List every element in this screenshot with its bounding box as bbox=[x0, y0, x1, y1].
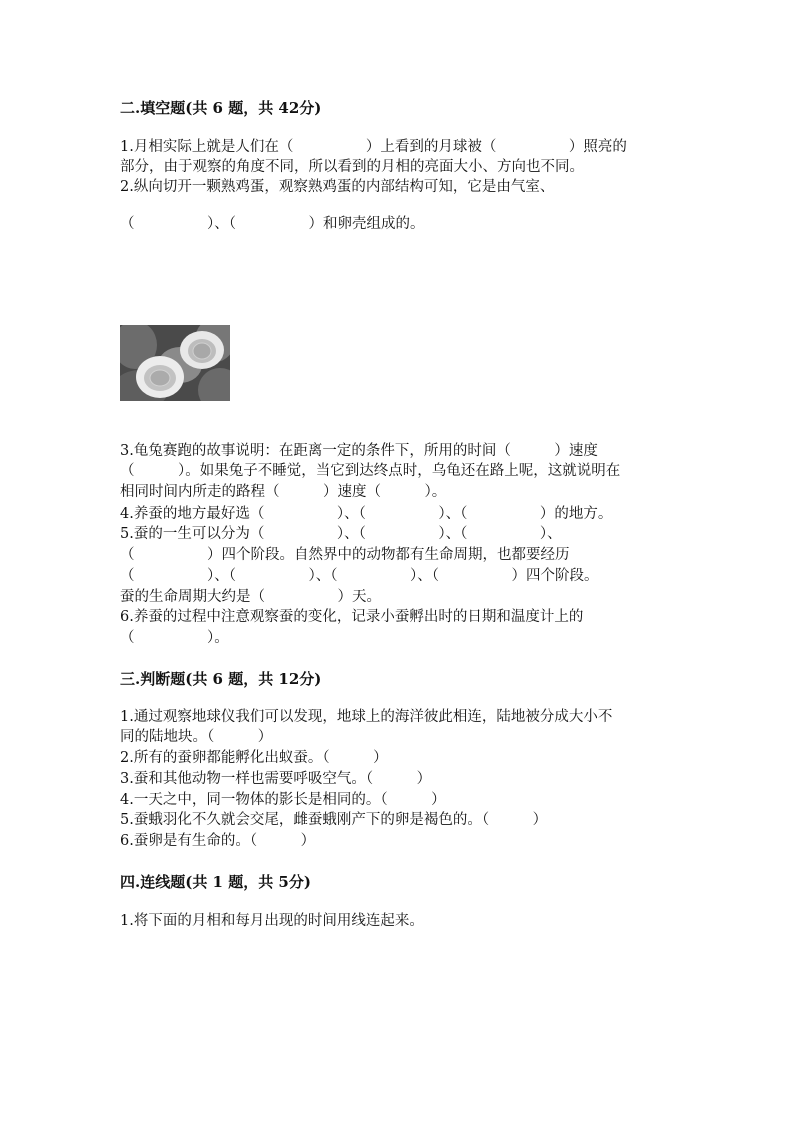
q2-5-line-4: 蚕的生命周期大约是（ ）天。 bbox=[120, 589, 381, 605]
q2-3-line-1: 3.龟兔赛跑的故事说明：在距离一定的条件下，所用的时间（ ）速度 bbox=[120, 443, 598, 459]
q3-2: 2.所有的蚕卵都能孵化出蚁蚕。（ ） bbox=[120, 750, 388, 766]
q2-1-line-1: 1.月相实际上就是人们在（ ）上看到的月球被（ ）照亮的 bbox=[120, 139, 627, 155]
q2-3-line-2: （ ）。如果兔子不睡觉，当它到达终点时，乌龟还在路上呢，这就说明在 bbox=[120, 463, 621, 479]
q3-1-line-2: 同的陆地块。（ ） bbox=[120, 729, 273, 745]
q2-6-line-2: （ ）。 bbox=[120, 630, 229, 646]
q2-5-line-3: （ ）、（ ）、（ ）、（ ）四个阶段。 bbox=[120, 568, 599, 584]
section-2-heading: 二.填空题(共 6 题，共 42分) bbox=[120, 99, 322, 117]
q2-4-line-1: 4.养蚕的地方最好选（ ）、（ ）、（ ）的地方。 bbox=[120, 506, 613, 522]
section-4-heading: 四.连线题(共 1 题，共 5分) bbox=[120, 873, 311, 891]
q2-1-line-2: 部分，由于观察的角度不同，所以看到的月相的亮面大小、方向也不同。 bbox=[120, 159, 584, 175]
q2-5-line-2: （ ）四个阶段。自然界中的动物都有生命周期，也都要经历 bbox=[120, 547, 570, 563]
q3-5: 5.蚕蛾羽化不久就会交尾，雌蚕蛾刚产下的卵是褐色的。（ ） bbox=[120, 812, 548, 828]
q4-1: 1.将下面的月相和每月出现的时间用线连起来。 bbox=[120, 913, 424, 929]
q2-2-line-1: 2.纵向切开一颗熟鸡蛋，观察熟鸡蛋的内部结构可知，它是由气室、 bbox=[120, 179, 555, 195]
section-3-heading: 三.判断题(共 6 题，共 12分) bbox=[120, 670, 322, 688]
q2-2-line-2: （ ）、（ ）和卵壳组成的。 bbox=[120, 216, 425, 232]
q2-5-line-1: 5.蚕的一生可以分为（ ）、（ ）、（ ）、 bbox=[120, 526, 562, 542]
q2-3-line-3: 相同时间内所走的路程（ ）速度（ ）。 bbox=[120, 484, 447, 500]
q3-1-line-1: 1.通过观察地球仪我们可以发现，地球上的海洋彼此相连，陆地被分成大小不 bbox=[120, 709, 613, 725]
boiled-egg-image bbox=[120, 325, 230, 401]
q3-4: 4.一天之中，同一物体的影长是相同的。（ ） bbox=[120, 792, 446, 808]
q3-6: 6.蚕卵是有生命的。（ ） bbox=[120, 833, 316, 849]
q2-6-line-1: 6.养蚕的过程中注意观察蚕的变化，记录小蚕孵出时的日期和温度计上的 bbox=[120, 609, 584, 625]
q3-3: 3.蚕和其他动物一样也需要呼吸空气。（ ） bbox=[120, 771, 432, 787]
boiled-egg-halves-icon bbox=[120, 325, 230, 401]
